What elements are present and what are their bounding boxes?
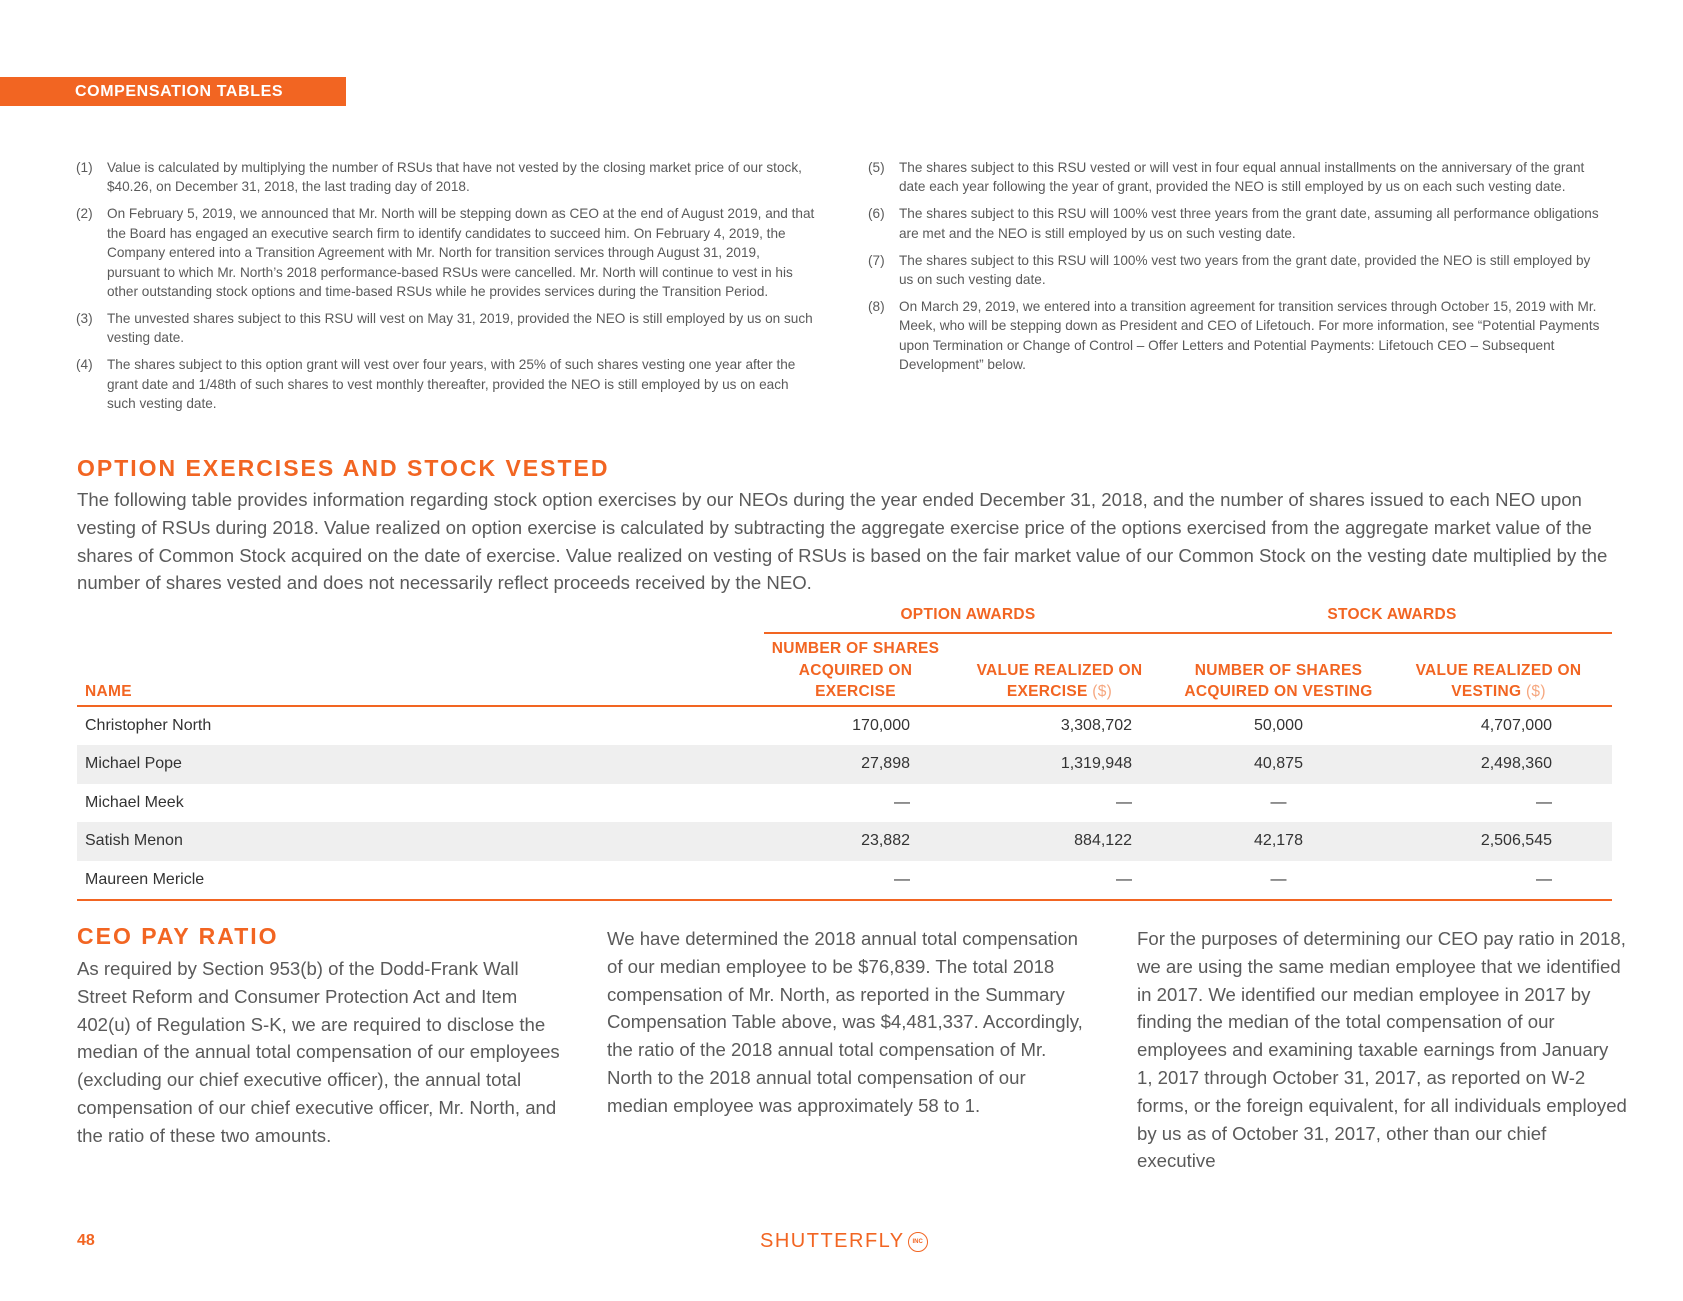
ceo-pay-ratio-column-2: We have determined the 2018 annual total compensation of our median employee to be $76,839. The total 2018 compensation of Mr. North, as reported in the Summary Compensation Table above, was $4,481,337. Accordingly, the ratio of the 2018 annual total compensation of Mr. North to the 2018 annual total compensation of our median employee was approximately 58 to 1.: [607, 928, 1083, 1116]
cell-shares-exercise: 170,000: [852, 716, 910, 734]
column-header-value-vesting: [1385, 633, 1612, 706]
section-heading-ceo-pay-ratio: CEO PAY RATIO: [77, 923, 279, 949]
column-header-unit: ($): [1525, 683, 1546, 700]
page-number: 48: [77, 1232, 95, 1249]
cell-shares-vesting: —: [1172, 861, 1385, 901]
table-row: [77, 822, 1612, 861]
footnote: [76, 204, 816, 301]
cell-name: Michael Meek: [85, 793, 184, 811]
cell-shares-vesting: 50,000: [1254, 716, 1303, 734]
footnote-number: (8): [868, 298, 885, 314]
cell-shares-exercise: 27,898: [764, 745, 947, 784]
cell-value-vesting: 4,707,000: [1480, 716, 1552, 734]
footnote-text: The shares subject to this option grant will vest over four years, with 25% of such shares vesting one year after the grant date and 1/48th of such shares to vest monthly thereafter, provided the NEO is still employed by us on each such vesting date.: [107, 357, 796, 411]
group-header-spacer: [77, 606, 764, 633]
cell-shares-exercise: 23,882: [764, 822, 947, 861]
column-header-shares-vesting: NUMBER OF SHARES ACQUIRED ON VESTING: [1172, 633, 1385, 706]
cell-shares-exercise: —: [764, 861, 947, 901]
footnote-text: On March 29, 2019, we entered into a transition agreement for transition services through October 15, 2019 with Mr. Meek, who will be stepping down as President and CEO of Lifetouch. For more information, see “Potential Payments upon Termination or Change of Control – Offer Letters and Potential Payments: Lifetouch CEO – Subsequent Development” below.: [899, 298, 1600, 373]
footnote: [76, 355, 816, 413]
footnote: [76, 309, 816, 348]
cell-name: Satish Menon: [77, 822, 764, 861]
option-exercises-intro: The following table provides information regarding stock option exercises by our NEOs during the year ended December 31, 2018, and the number of shares issued to each NEO upon vesting of RSUs during 2018. Value realized on option exercise is calculated by subtracting the aggregate exercise price of the options exercised from the aggregate market value of the shares of Common Stock acquired on the date of exercise. Value realized on vesting of RSUs is based on the fair market value of our Common Stock on the vesting date multiplied by the number of shares vested and does not necessarily reflect proceeds received by the NEO.: [77, 489, 1608, 594]
section-heading-option-exercises: OPTION EXERCISES AND STOCK VESTED: [77, 455, 610, 481]
cell-value-exercise: —: [1116, 793, 1132, 811]
footnote-text: The shares subject to this RSU vested or will vest in four equal annual installments on the anniversary of the grant date each year following the year of grant, provided the NEO is still employed by us on each such vesting date.: [899, 160, 1585, 195]
table-row: [77, 861, 1612, 901]
footnote: [868, 297, 1608, 375]
footnote-text: On February 5, 2019, we announced that Mr. North will be stepping down as CEO at the end of August 2019, and that the Board has engaged an executive search firm to identify candidates to succeed him. On February 4, 2019, the Company entered into a Transition Agreement with Mr. North for transition services through August 31, 2019, pursuant to which Mr. North’s 2018 performance-based RSUs were cancelled. Mr. North will continue to vest in his other outstanding stock options and time-based RSUs while he provides services during the Transition Period.: [107, 206, 815, 299]
table-row: [77, 784, 1612, 823]
cell-shares-vesting: 42,178: [1172, 822, 1385, 861]
footnote-number: (2): [76, 206, 93, 222]
cell-name: Christopher North: [85, 716, 212, 734]
table-group-header-row: [77, 606, 1612, 633]
footnote-number: (4): [76, 357, 93, 373]
ceo-pay-ratio-column-3: For the purposes of determining our CEO pay ratio in 2018, we are using the same median employee that we identified in 2017. We identified our median employee in 2017 by finding the median of the total compensation of our employees and examining taxable earnings from January 1, 2017 through October 31, 2017, as reported on W-2 forms, or the foreign equivalent, for all individuals employed by us as of October 31, 2017, other than our chief executive: [1137, 928, 1627, 1172]
cell-value-exercise: 3,308,702: [1060, 716, 1132, 734]
cell-value-vesting: —: [1385, 861, 1612, 901]
table-row: [77, 706, 1612, 746]
footnote-text: Value is calculated by multiplying the number of RSUs that have not vested by the closing market price of our stock, $40.26, on December 31, 2018, the last trading day of 2018.: [107, 160, 802, 195]
brand-inc-badge: INC: [908, 1232, 928, 1252]
footnote-text: The unvested shares subject to this RSU will vest on May 31, 2019, provided the NEO is still employed by us on such vesting date.: [107, 310, 813, 346]
column-header-name: NAME: [77, 633, 764, 706]
footnotes-left: [76, 158, 816, 421]
footnote-number: (3): [76, 310, 93, 326]
footnotes-right: [868, 158, 1608, 382]
column-header-label: VALUE REALIZED ON EXERCISE: [976, 661, 1143, 700]
table-header-row: [77, 633, 1612, 706]
cell-shares-vesting: 40,875: [1172, 745, 1385, 784]
ceo-pay-ratio-column-1: As required by Section 953(b) of the Dodd-Frank Wall Street Reform and Consumer Protection Act and Item 402(u) of Regulation S-K, we are required to disclose the median of the annual total compensation of our employees (excluding our chief executive officer), the annual total compensation of our chief executive officer, Mr. North, and the ratio of these two amounts.: [77, 958, 560, 1146]
group-header-option-awards: OPTION AWARDS: [764, 606, 1172, 633]
cell-value-exercise: —: [947, 861, 1172, 901]
footnote-text: The shares subject to this RSU will 100% vest three years from the grant date, assuming all performance obligations are met and the NEO is still employed by us on such vesting date.: [899, 206, 1599, 241]
footnote-text: The shares subject to this RSU will 100% vest two years from the grant date, provided the NEO is still employed by us on such vesting date.: [899, 252, 1591, 288]
column-header-shares-exercise: NUMBER OF SHARES ACQUIRED ON EXERCISE: [764, 633, 947, 706]
footnote: [868, 251, 1608, 290]
footnote: [76, 158, 816, 197]
footnote-number: (5): [868, 160, 885, 175]
cell-value-exercise: 884,122: [947, 822, 1172, 861]
brand-wordmark: SHUTTERFLY: [760, 1230, 905, 1252]
group-header-stock-awards: STOCK AWARDS: [1172, 606, 1612, 633]
cell-value-vesting: 2,506,545: [1385, 822, 1612, 861]
cell-value-vesting: —: [1536, 793, 1552, 811]
table-row: [77, 745, 1612, 784]
column-header-value-exercise: [947, 633, 1172, 706]
footnote-number: (1): [76, 160, 93, 175]
footnote-number: (6): [868, 206, 885, 222]
cell-name: Michael Pope: [77, 745, 764, 784]
section-tab: COMPENSATION TABLES: [0, 77, 346, 106]
cell-shares-vesting: —: [1270, 793, 1287, 811]
footnote-number: (7): [868, 252, 885, 268]
footnote: [868, 158, 1608, 197]
cell-shares-exercise: —: [894, 793, 910, 811]
brand-logo: [760, 1230, 928, 1253]
cell-name: Maureen Mericle: [77, 861, 764, 901]
cell-value-exercise: 1,319,948: [947, 745, 1172, 784]
option-exercises-table: [77, 606, 1612, 901]
footnote: [868, 204, 1608, 243]
cell-value-vesting: 2,498,360: [1385, 745, 1612, 784]
column-header-unit: ($): [1092, 683, 1113, 700]
column-header-label: VALUE REALIZED ON VESTING: [1415, 661, 1582, 700]
